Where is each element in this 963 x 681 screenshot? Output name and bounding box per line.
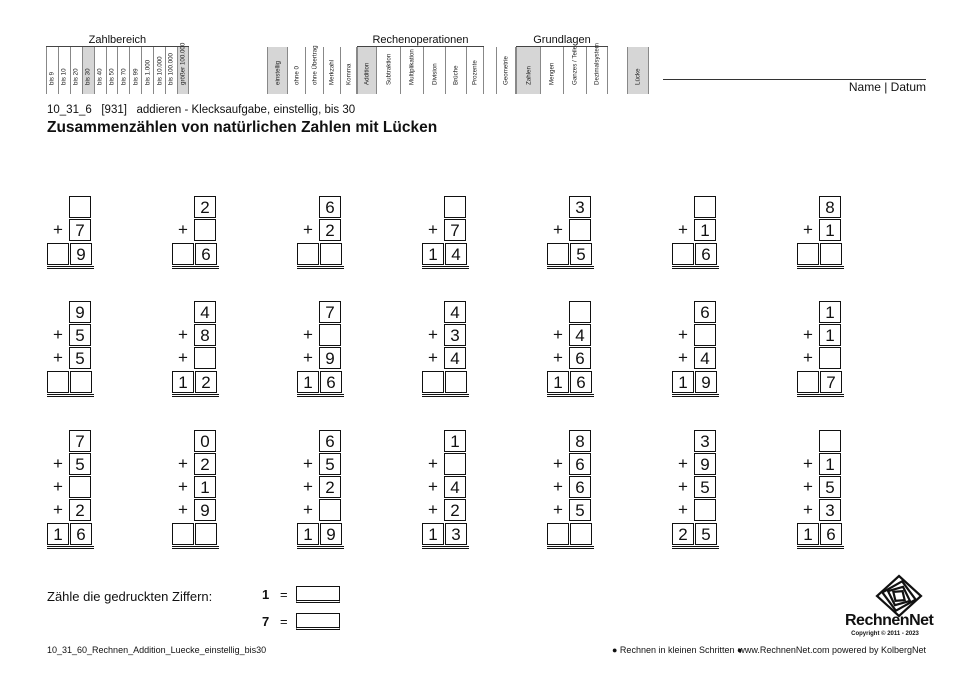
header-column-label: bis 9 (48, 71, 56, 85)
header-column-label: einstellig (274, 60, 281, 85)
result-underline (422, 548, 469, 549)
digit-box: 2 (194, 196, 216, 218)
digit-box: 1 (819, 453, 841, 475)
digit-box: 6 (569, 453, 591, 475)
digit-box: 4 (194, 301, 216, 323)
result-underline (797, 266, 844, 267)
plus-sign: + (178, 500, 188, 519)
header-column-label: bis 30 (84, 68, 92, 85)
plus-sign: + (303, 454, 313, 473)
header-column-label: Prozente (471, 60, 479, 85)
result-underline (422, 396, 469, 397)
plus-sign: + (428, 348, 438, 367)
result-underline (547, 394, 594, 395)
result-underline (172, 546, 219, 547)
blank-result-box[interactable] (172, 243, 194, 265)
result-underline (47, 396, 94, 397)
result-underline (672, 394, 719, 395)
digit-box: 9 (694, 453, 716, 475)
name-date-label: Name | Datum (848, 80, 926, 94)
result-underline (547, 396, 594, 397)
header-group-title: Rechenoperationen (372, 34, 469, 46)
blank-digit-box[interactable] (694, 324, 716, 346)
header-group-title: Zahlbereich (88, 34, 147, 46)
result-box: 5 (570, 243, 592, 265)
blank-result-box[interactable] (320, 243, 342, 265)
header-column (466, 47, 484, 94)
plus-sign: + (303, 325, 313, 344)
blank-result-box[interactable] (797, 371, 819, 393)
worksheet-meta: 10_31_6 [931] addieren - Klecksaufgabe, einstellig, bis 30 (47, 104, 356, 116)
plus-sign: + (803, 220, 813, 239)
digit-box: 3 (819, 499, 841, 521)
digit-box: 4 (444, 476, 466, 498)
result-underline (297, 548, 344, 549)
blank-digit-box[interactable] (444, 196, 466, 218)
header-column (563, 47, 586, 94)
digit-box: 5 (69, 324, 91, 346)
header-column-label: bis 99 (132, 68, 140, 85)
result-box: 1 (422, 523, 444, 545)
digit-box: 5 (69, 453, 91, 475)
result-box: 9 (320, 523, 342, 545)
blank-result-box[interactable] (47, 371, 69, 393)
blank-result-box[interactable] (47, 243, 69, 265)
result-underline (47, 266, 94, 267)
header-column (540, 47, 563, 94)
plus-sign: + (678, 477, 688, 496)
result-box: 4 (445, 243, 467, 265)
blank-result-box[interactable] (547, 523, 569, 545)
blank-result-box[interactable] (797, 243, 819, 265)
plus-sign: + (803, 348, 813, 367)
header-column-label: bis 100.000 (167, 53, 175, 85)
blank-digit-box[interactable] (819, 430, 841, 452)
result-box: 1 (672, 371, 694, 393)
result-underline (297, 268, 344, 269)
result-underline (47, 546, 94, 547)
header-column-label: Multiplikation (408, 49, 416, 85)
plus-sign: + (553, 325, 563, 344)
count-digit: 7 (262, 614, 270, 629)
header-column (46, 47, 58, 94)
blank-digit-box[interactable] (319, 324, 341, 346)
plus-sign: + (303, 500, 313, 519)
plus-sign: + (178, 477, 188, 496)
header-column-label: Zahlen (525, 66, 532, 85)
result-box: 1 (797, 523, 819, 545)
blank-result-box[interactable] (820, 243, 842, 265)
result-underline (547, 548, 594, 549)
header-column (141, 47, 153, 94)
blank-result-box[interactable] (172, 523, 194, 545)
plus-sign: + (178, 454, 188, 473)
digit-box: 5 (69, 347, 91, 369)
digit-box: 4 (694, 347, 716, 369)
footer-filename: 10_31_60_Rechnen_Addition_Luecke_einstellig_bis30 (47, 645, 267, 655)
header-column (516, 47, 540, 94)
logo-name: RechnenNet (845, 612, 934, 629)
result-underline (547, 268, 594, 269)
plus-sign: + (428, 454, 438, 473)
digit-box: 2 (444, 499, 466, 521)
header-column (376, 47, 400, 94)
digit-box: 6 (319, 430, 341, 452)
header-column-label: bis 70 (120, 68, 128, 85)
result-underline (297, 546, 344, 547)
footer-website: www.RechnenNet.com powered by KolbergNet (738, 645, 926, 655)
result-underline (547, 546, 594, 547)
header-column (323, 47, 340, 94)
header-column-label: Division (431, 63, 438, 85)
header-column (177, 42, 189, 94)
digit-box: 1 (819, 219, 841, 241)
digit-box: 9 (319, 347, 341, 369)
plus-sign: + (178, 220, 188, 239)
plus-sign: + (303, 220, 313, 239)
result-underline (672, 268, 719, 269)
header-column (82, 47, 94, 94)
header-column-label: Komma (345, 63, 352, 85)
header-column (357, 47, 376, 94)
blank-digit-box[interactable] (444, 453, 466, 475)
blank-digit-box[interactable] (569, 301, 591, 323)
plus-sign: + (178, 325, 188, 344)
result-underline (47, 548, 94, 549)
plus-sign: + (553, 220, 563, 239)
header-column (627, 47, 649, 94)
digit-box: 9 (194, 499, 216, 521)
digit-box: 4 (444, 347, 466, 369)
digit-box: 6 (319, 196, 341, 218)
header-column (106, 47, 118, 94)
header-column (287, 47, 305, 94)
blank-result-box[interactable] (570, 523, 592, 545)
digit-box: 8 (819, 196, 841, 218)
result-box: 1 (297, 371, 319, 393)
header-column (267, 47, 287, 94)
plus-sign: + (53, 325, 63, 344)
digit-box: 8 (194, 324, 216, 346)
result-underline (297, 266, 344, 267)
rechnennet-logo (845, 572, 934, 642)
digit-box: 6 (569, 476, 591, 498)
result-underline (797, 396, 844, 397)
result-underline (797, 268, 844, 269)
page-title: Zusammenzählen von natürlichen Zahlen mit Lücken (47, 119, 438, 136)
result-box: 6 (820, 523, 842, 545)
header-column-label: bis 10.000 (156, 56, 164, 85)
digit-box: 5 (819, 476, 841, 498)
digit-box: 7 (319, 301, 341, 323)
blank-digit-box[interactable] (694, 499, 716, 521)
result-underline (422, 394, 469, 395)
result-underline (422, 266, 469, 267)
digit-box: 2 (194, 453, 216, 475)
digit-box: 3 (694, 430, 716, 452)
result-underline (172, 268, 219, 269)
digit-box: 7 (444, 219, 466, 241)
result-box: 1 (47, 523, 69, 545)
plus-sign: + (53, 500, 63, 519)
result-underline (172, 548, 219, 549)
header-column-label: bis 20 (72, 68, 80, 85)
header-column (340, 47, 357, 94)
header-column-label: bis 1.000 (144, 59, 152, 85)
plus-sign: + (678, 220, 688, 239)
plus-sign: + (803, 500, 813, 519)
result-box: 1 (547, 371, 569, 393)
plus-sign: + (678, 500, 688, 519)
digit-box: 2 (319, 219, 341, 241)
result-underline (672, 266, 719, 267)
digit-box: 3 (444, 324, 466, 346)
digit-box: 4 (444, 301, 466, 323)
blank-digit-box[interactable] (694, 196, 716, 218)
footer-slogan: ● Rechnen in kleinen Schritten ● (612, 645, 743, 655)
header-column-label: Mengen (548, 62, 556, 85)
digit-box: 1 (694, 219, 716, 241)
result-box: 1 (422, 243, 444, 265)
header-column-label: ohne Übertrag (311, 45, 318, 85)
header-column (165, 47, 177, 94)
blank-digit-box[interactable] (569, 219, 591, 241)
result-box: 1 (297, 523, 319, 545)
count-answer-box[interactable] (296, 613, 340, 630)
blank-digit-box[interactable] (194, 219, 216, 241)
blank-digit-box[interactable] (819, 347, 841, 369)
result-box: 5 (695, 523, 717, 545)
result-box: 6 (695, 243, 717, 265)
plus-sign: + (53, 454, 63, 473)
digit-box: 7 (69, 430, 91, 452)
header-column-label: bis 10 (60, 68, 68, 85)
header-column-label: bis 40 (96, 68, 104, 85)
result-box: 9 (70, 243, 92, 265)
digit-box: 1 (819, 301, 841, 323)
header-column-label: Merkzahl (328, 59, 336, 85)
blank-result-box[interactable] (422, 371, 444, 393)
header-column-label: Lücke (634, 68, 642, 85)
blank-digit-box[interactable] (319, 499, 341, 521)
header-column (129, 47, 141, 94)
result-underline (797, 548, 844, 549)
plus-sign: + (678, 454, 688, 473)
result-underline (672, 548, 719, 549)
count-equals: = (280, 614, 288, 629)
result-box: 2 (672, 523, 694, 545)
header-column (305, 47, 323, 94)
header-column-label: ohne 0 (293, 66, 300, 85)
header-column-label: Geometrie (502, 56, 510, 85)
plus-sign: + (428, 500, 438, 519)
plus-sign: + (303, 348, 313, 367)
result-box: 7 (820, 371, 842, 393)
header-column (94, 47, 106, 94)
blank-result-box[interactable] (445, 371, 467, 393)
result-underline (797, 546, 844, 547)
header-column (586, 43, 608, 94)
plus-sign: + (53, 348, 63, 367)
plus-sign: + (53, 477, 63, 496)
result-underline (172, 394, 219, 395)
result-underline (672, 546, 719, 547)
result-box: 6 (320, 371, 342, 393)
logo-copyright: Copyright © 2011 - 2023 (851, 631, 919, 637)
header-column (496, 47, 516, 94)
result-underline (297, 396, 344, 397)
header-column-label: bis 50 (108, 68, 116, 85)
plus-sign: + (678, 348, 688, 367)
blank-result-box[interactable] (195, 523, 217, 545)
header-column-label: Dezimalsystem (593, 43, 601, 85)
result-box: 9 (695, 371, 717, 393)
digit-box: 5 (319, 453, 341, 475)
plus-sign: + (428, 477, 438, 496)
digit-box: 3 (569, 196, 591, 218)
digit-box: 8 (569, 430, 591, 452)
plus-sign: + (428, 220, 438, 239)
result-box: 1 (172, 371, 194, 393)
digit-box: 1 (819, 324, 841, 346)
header-column (70, 47, 82, 94)
blank-result-box[interactable] (70, 371, 92, 393)
plus-sign: + (178, 348, 188, 367)
digit-box: 2 (319, 476, 341, 498)
digit-box: 5 (694, 476, 716, 498)
plus-sign: + (553, 348, 563, 367)
result-underline (547, 266, 594, 267)
plus-sign: + (428, 325, 438, 344)
blank-digit-box[interactable] (69, 196, 91, 218)
blank-digit-box[interactable] (194, 347, 216, 369)
count-digit: 1 (262, 587, 270, 602)
result-underline (47, 394, 94, 395)
header-column-label: Brüche (452, 65, 460, 85)
header-group-title: Grundlagen (533, 34, 591, 46)
header-column-label: Ganzes / Teile (571, 45, 579, 85)
digit-box: 1 (444, 430, 466, 452)
plus-sign: + (553, 477, 563, 496)
digit-box: 5 (569, 499, 591, 521)
digit-box: 0 (194, 430, 216, 452)
result-underline (172, 396, 219, 397)
result-box: 6 (570, 371, 592, 393)
result-box: 6 (195, 243, 217, 265)
digit-box: 4 (569, 324, 591, 346)
header-column (153, 47, 165, 94)
digit-box: 6 (569, 347, 591, 369)
result-underline (797, 394, 844, 395)
digit-box: 1 (194, 476, 216, 498)
header-column-label: Addition (363, 62, 371, 85)
count-answer-box[interactable] (296, 586, 340, 603)
plus-sign: + (553, 454, 563, 473)
header-column (423, 47, 445, 94)
blank-digit-box[interactable] (69, 476, 91, 498)
count-equals: = (280, 587, 288, 602)
result-underline (47, 268, 94, 269)
result-box: 2 (195, 371, 217, 393)
header-column-label: größer 100.000 (179, 42, 187, 85)
plus-sign: + (678, 325, 688, 344)
result-underline (172, 266, 219, 267)
digit-box: 9 (69, 301, 91, 323)
header-column-label: Subtraktion (385, 53, 392, 85)
blank-result-box[interactable] (297, 243, 319, 265)
result-underline (422, 546, 469, 547)
result-underline (297, 394, 344, 395)
plus-sign: + (803, 454, 813, 473)
digit-box: 6 (694, 301, 716, 323)
header-column (58, 47, 70, 94)
result-underline (672, 396, 719, 397)
count-label: Zähle die gedruckten Ziffern: (47, 589, 213, 604)
plus-sign: + (303, 477, 313, 496)
plus-sign: + (803, 477, 813, 496)
header-column (117, 47, 129, 94)
digit-box: 2 (69, 499, 91, 521)
plus-sign: + (53, 220, 63, 239)
header-column (400, 47, 423, 94)
blank-result-box[interactable] (672, 243, 694, 265)
plus-sign: + (803, 325, 813, 344)
plus-sign: + (553, 500, 563, 519)
result-underline (422, 268, 469, 269)
result-box: 6 (70, 523, 92, 545)
digit-box: 7 (69, 219, 91, 241)
result-box: 3 (445, 523, 467, 545)
blank-result-box[interactable] (547, 243, 569, 265)
header-column (445, 47, 466, 94)
